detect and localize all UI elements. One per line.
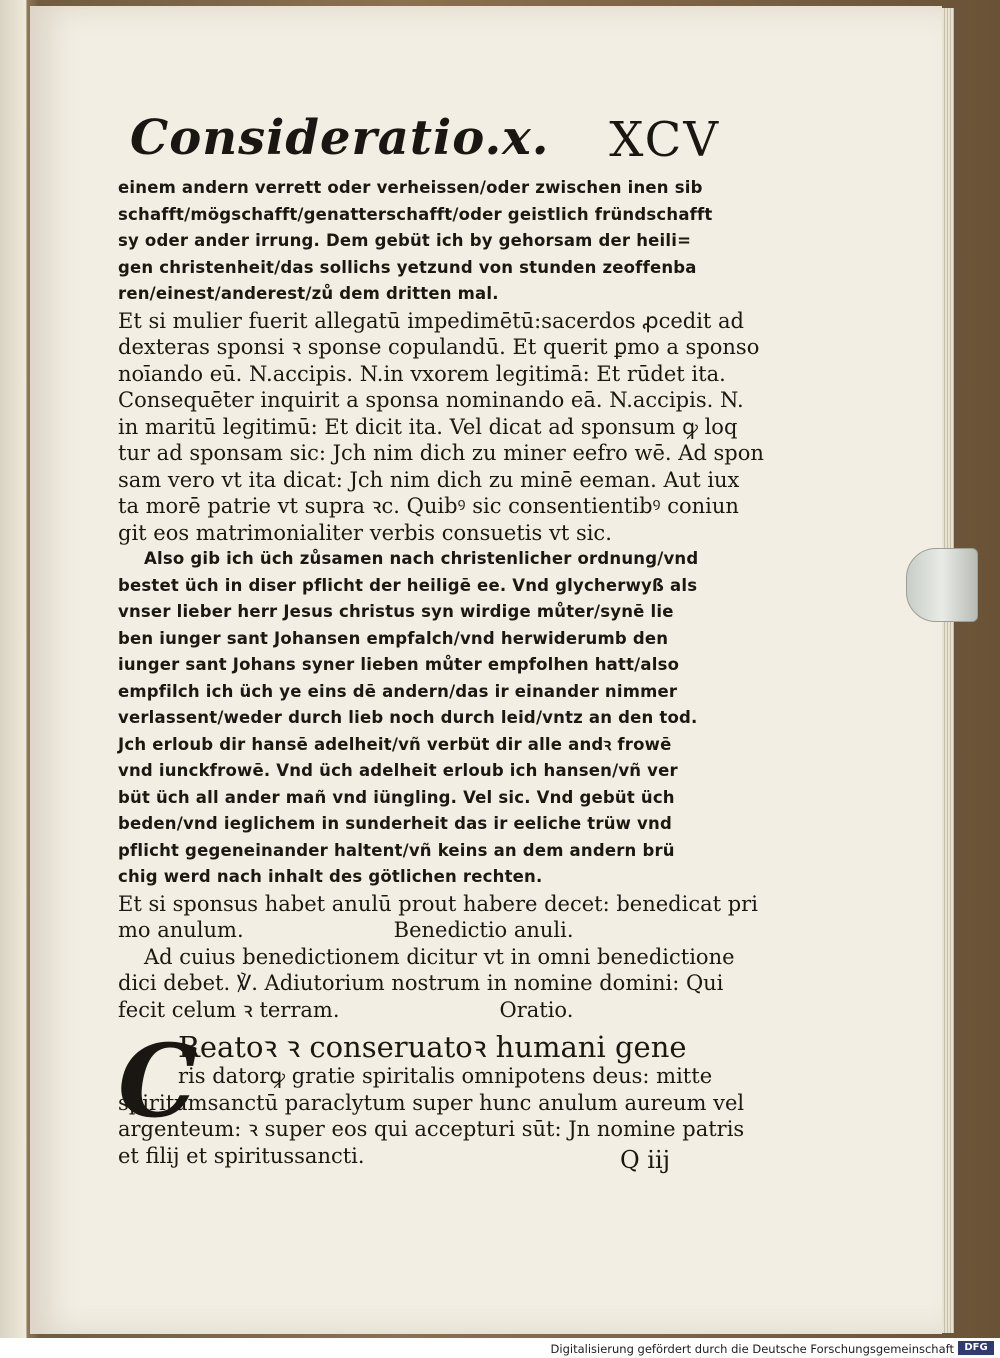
text-line: et filij et spiritussancti. bbox=[118, 1143, 365, 1168]
text-line: noīando eū. N.accipis. N.in vxorem legitimā: Et rūdet ita. bbox=[118, 361, 726, 386]
text-line: ben iunger sant Johansen empfalch/vnd herwiderumb den bbox=[118, 628, 669, 648]
text-line: bestet üch in diser pflicht der heiligē ee. Vnd glycherwyß als bbox=[118, 575, 698, 595]
text-line: tur ad sponsam sic: Jch nim dich zu miner eefro wē. Ad spon bbox=[118, 441, 764, 465]
text-line bbox=[118, 997, 718, 1024]
text-line: sy oder ander irrung. Dem gebüt ich by gehorsam der heili= bbox=[118, 231, 692, 250]
section-heading: Oratio. bbox=[499, 997, 574, 1022]
text-line: büt üch all ander mañ vnd iüngling. Vel sic. Vnd gebüt üch bbox=[118, 787, 675, 807]
header-title: Consideratio.x. bbox=[130, 110, 550, 166]
text-line: einem andern verrett oder verheissen/oder zwischen inen sib bbox=[118, 178, 703, 197]
text-fragment: fecit celum ꝛ terram. bbox=[118, 997, 340, 1022]
text-line: argenteum: ꝛ super eos qui accepturi sūt: Jn nomine patris bbox=[118, 1117, 745, 1141]
text-line: spiritumsanctū paraclytum super hunc anulum aureum vel bbox=[118, 1090, 745, 1115]
text-line: vnd iunckfrowē. Vnd üch adelheit erloub ich hansen/vñ ver bbox=[118, 761, 678, 780]
signature-mark: Q iij bbox=[620, 1146, 671, 1174]
text-line: Consequēter inquirit a sponsa nominando eā. N.accipis. N. bbox=[118, 388, 744, 412]
decorated-initial: C bbox=[118, 1022, 198, 1140]
folio-number: XCV bbox=[609, 112, 720, 168]
text-line: ta morē patrie vt supra ꝛc. Quibꝰ sic consentientibꝰ coniun bbox=[118, 494, 739, 518]
text-line: iunger sant Johans syner lieben můter empfolhen hatt/also bbox=[118, 655, 680, 674]
funding-note: Digitalisierung gefördert durch die Deutsche Forschungsgemeinschaft bbox=[550, 1342, 954, 1356]
text-line: git eos matrimonialiter verbis consuetis vt sic. bbox=[118, 520, 612, 545]
text-lines bbox=[118, 175, 764, 917]
text-line: vnser lieber herr Jesus christus syn wirdige můter/synē lie bbox=[118, 602, 674, 621]
text-line: chig werd nach inhalt des götlichen rechten. bbox=[118, 867, 543, 886]
running-header bbox=[130, 110, 720, 178]
text-line: Et si mulier fuerit allegatū impedimētū:sacerdos ꝓcedit ad bbox=[118, 308, 744, 333]
text-line: verlassent/weder durch lieb noch durch leid/vntz an den tod. bbox=[118, 708, 698, 727]
text-line: dici debet. ℣. Adiutorium nostrum in nomine domini: Qui bbox=[118, 971, 724, 995]
text-line: Reatoꝛ ꝛ conseruatoꝛ humani gene bbox=[178, 1030, 687, 1064]
text-line: ris datorꝙ gratie spiritalis omnipotens deus: mitte bbox=[178, 1064, 713, 1088]
text-line: in maritū legitimū: Et dicit ita. Vel dicat ad sponsum ꝙ loq bbox=[118, 414, 738, 439]
dfg-logo: DFG bbox=[958, 1341, 994, 1355]
text-line: beden/vnd ieglichem in sunderheit das ir eeliche trüw vnd bbox=[118, 814, 672, 833]
text-line: Also gib ich üch zůsamen nach christenlicher ordnung/vnd bbox=[144, 549, 699, 568]
page-marker-tab bbox=[906, 548, 978, 622]
page-text bbox=[118, 175, 764, 1169]
text-line: Ad cuius benedictionem dicitur vt in omni benedictione bbox=[144, 944, 735, 969]
text-line: Jch erloub dir hansē adelheit/vñ verbüt dir alle andꝛ frowē bbox=[118, 734, 672, 754]
text-line: Et si sponsus habet anulū prout habere decet: benedicat pri bbox=[118, 891, 758, 916]
text-line bbox=[118, 917, 718, 944]
section-heading: Benedictio anuli. bbox=[393, 918, 574, 942]
text-line: ren/einest/anderest/zů dem dritten mal. bbox=[118, 284, 499, 303]
text-fragment: mo anulum. bbox=[118, 918, 244, 942]
text-line: sam vero vt ita dicat: Jch nim dich zu minē eeman. Aut iux bbox=[118, 467, 740, 492]
text-line: gen christenheit/das sollichs yetzund von stunden zeoffenba bbox=[118, 257, 697, 277]
text-line: pflicht gegeneinander haltent/vñ keins an dem andern brü bbox=[118, 840, 675, 860]
text-line: dexteras sponsi ꝛ sponse copulandū. Et querit ꝑmo a sponso bbox=[118, 335, 760, 359]
text-line: empfilch ich üch ye eins dē andern/das ir einander nimmer bbox=[118, 681, 678, 701]
previous-page-edge bbox=[0, 0, 27, 1338]
text-line: schafft/mögschafft/genatterschafft/oder geistlich fründschafft bbox=[118, 204, 713, 224]
